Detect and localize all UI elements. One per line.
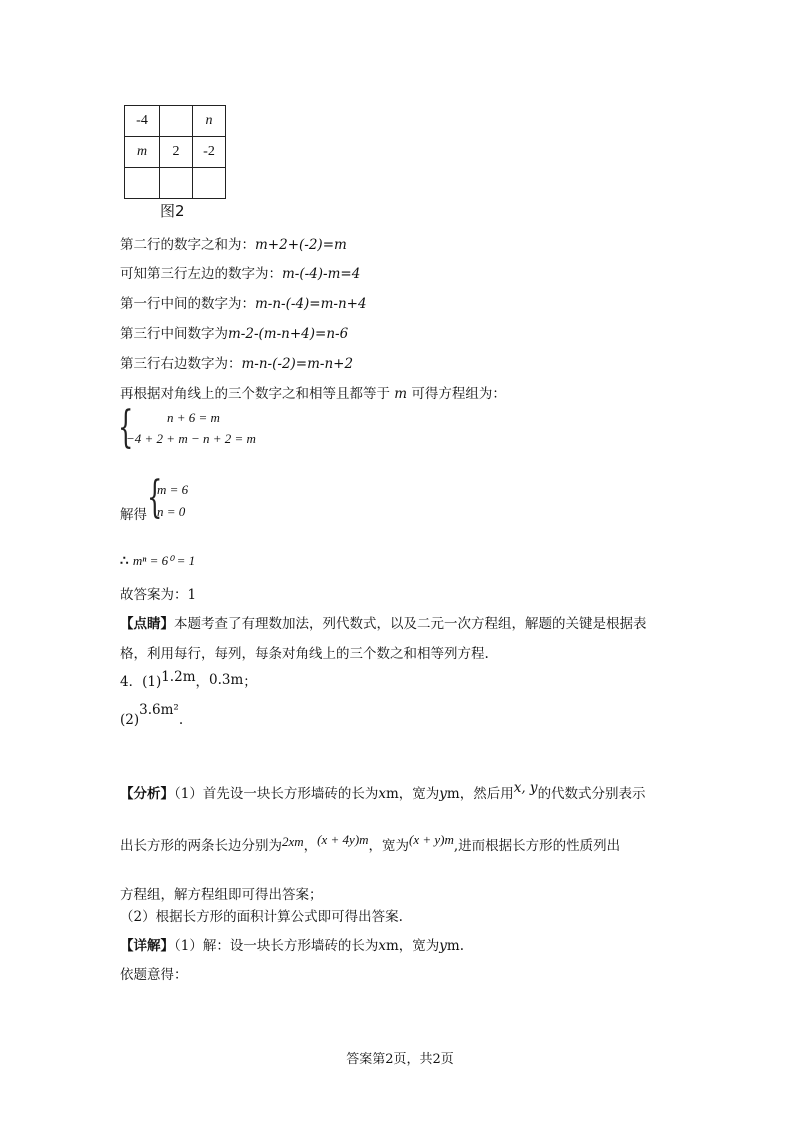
analysis-text: （1）首先设一块长方形墙砖的长为 <box>174 786 379 802</box>
solve-label: 解得 <box>120 507 147 523</box>
question-number: 4．(1) <box>120 674 162 690</box>
text-line-4 <box>120 322 348 342</box>
question-number: (2) <box>120 712 140 728</box>
answer-width: 0.3m <box>209 672 244 688</box>
analysis-text: m，然后用 <box>446 786 514 802</box>
line-expr: m-n-(-4)=m-n+4 <box>255 296 367 312</box>
grid-cell <box>160 168 193 199</box>
separator: . <box>178 712 184 728</box>
left-brace: { <box>118 402 134 453</box>
grid-cell: -2 <box>193 137 226 168</box>
analysis-text: 的代数式分别表示 <box>537 786 646 802</box>
detail-text: （1）解：设一块长方形墙砖的长为 <box>174 938 379 954</box>
analysis-text: ， <box>303 838 318 854</box>
text-line-1 <box>120 233 347 253</box>
comment-line-1 <box>120 612 647 632</box>
separator: ； <box>243 674 257 690</box>
var-y: y <box>439 938 447 954</box>
table-row <box>125 168 226 199</box>
analysis-text: 出长方形的两条长边分别为 <box>120 838 282 854</box>
detail-text: m，宽为 <box>385 938 440 954</box>
grid-cell: 2 <box>160 137 193 168</box>
detail-tag: 【详解】 <box>120 938 174 954</box>
grid-cell: n <box>193 106 226 137</box>
expr-x-plus-4y: (x + 4y)m <box>317 832 369 847</box>
analysis-tag: 【分析】 <box>120 786 174 802</box>
question-4-part-2 <box>120 702 184 728</box>
answer-line: 故答案为：1 <box>120 587 197 603</box>
expr-2x: 2xm <box>282 834 304 849</box>
table-row <box>125 106 226 137</box>
therefore-expr: mⁿ = 6⁰ = 1 <box>132 553 196 568</box>
therefore-symbol: ∴ <box>120 553 129 569</box>
line-prefix: 可知第三行左边的数字为： <box>120 266 282 282</box>
comment-text: 本题考查了有理数加法，列代数式，以及二元一次方程组，解题的关键是根据表 <box>174 616 647 632</box>
comment-tag: 【点睛】 <box>120 616 174 632</box>
separator: ， <box>195 674 209 690</box>
analysis-text: ，宽为 <box>368 838 410 854</box>
grid-cell <box>125 168 160 199</box>
text-line-2 <box>120 262 360 282</box>
line-prefix: 再根据对角线上的三个数字之和相等且都等于 <box>120 386 390 402</box>
grid-cell: m <box>125 137 160 168</box>
text-line-6 <box>120 382 506 402</box>
table-row <box>125 137 226 168</box>
grid-cell <box>160 106 193 137</box>
analysis-text: ,进而根据长方形的性质列出 <box>453 838 621 854</box>
solution-m: m = 6 <box>157 482 189 497</box>
line-expr: m-n-(-2)=m-n+2 <box>241 356 354 372</box>
line-expr: m-(-4)-m=4 <box>282 266 361 282</box>
number-grid-table <box>124 105 226 199</box>
var-xy: x, y <box>513 780 538 796</box>
answer-area: 3.6m² <box>139 702 179 718</box>
comment-line-2: 格，利用每行，每列，每条对角线上的三个数之和相等列方程. <box>120 646 489 662</box>
page-footer: 答案第2页，共2页 <box>346 1052 454 1067</box>
line-expr: m+2+(-2)=m <box>255 237 347 253</box>
analysis-line-3: 方程组，解方程组即可得出答案； <box>120 887 323 903</box>
grid-cell <box>193 168 226 199</box>
line-prefix: 第三行中间数字为 <box>120 326 228 342</box>
answer-length: 1.2m <box>161 669 196 685</box>
solution-n: n = 0 <box>157 504 186 519</box>
analysis-line-4: （2）根据长方形的面积计算公式即可得出答案. <box>120 909 403 925</box>
line-prefix: 第一行中间的数字为： <box>120 296 255 312</box>
var-x: x <box>378 786 386 802</box>
var-x: x <box>378 938 386 954</box>
detail-line-1 <box>120 934 464 954</box>
detail-line-2: 依题意得： <box>120 967 188 983</box>
line-prefix: 第三行右边数字为： <box>120 356 242 372</box>
figure-label: 图2 <box>160 202 185 220</box>
expr-x-plus-y: (x + y)m <box>409 832 454 847</box>
question-4-part-1 <box>120 670 257 690</box>
text-line-3 <box>120 292 367 312</box>
line-expr: m-2-(m-n+4)=n-6 <box>228 326 349 342</box>
therefore-line <box>120 553 195 569</box>
analysis-line-2 <box>120 834 620 854</box>
analysis-text: m，宽为 <box>385 786 440 802</box>
var-y: y <box>439 786 447 802</box>
line-prefix: 第二行的数字之和为： <box>120 237 255 253</box>
detail-text: m. <box>446 938 465 954</box>
system-equation-1: n + 6 = m <box>167 410 220 425</box>
left-brace: { <box>147 472 163 523</box>
grid-cell: -4 <box>125 106 160 137</box>
analysis-line-1 <box>120 782 646 802</box>
system-equation-2: −4 + 2 + m − n + 2 = m <box>126 431 256 446</box>
line-suffix: 可得方程组为： <box>411 386 506 402</box>
line-var: m <box>394 386 408 402</box>
text-line-5 <box>120 352 353 372</box>
